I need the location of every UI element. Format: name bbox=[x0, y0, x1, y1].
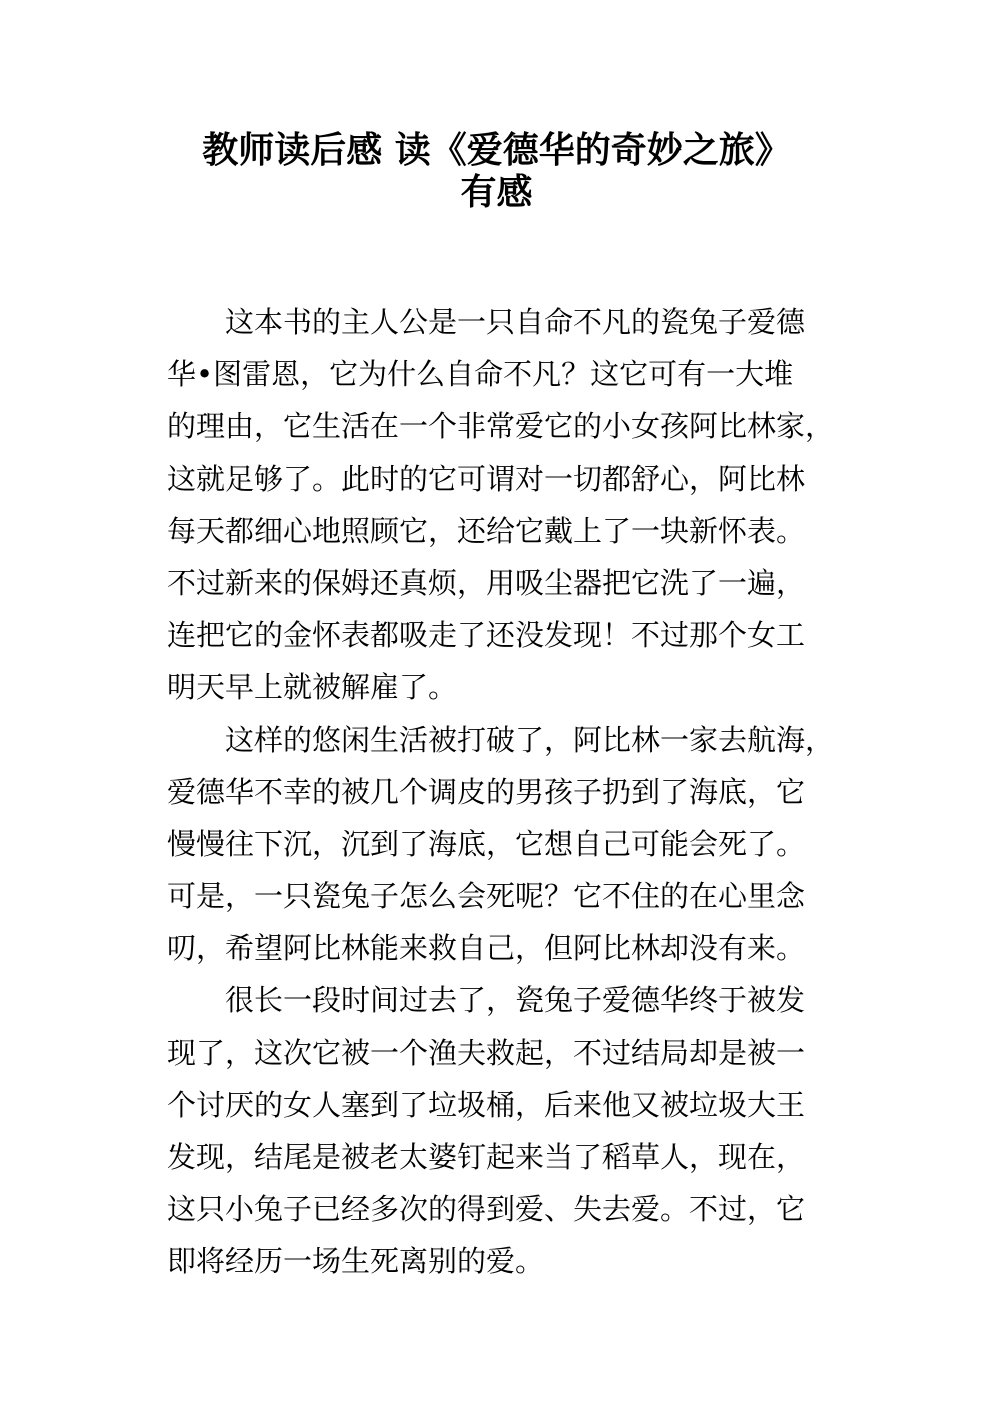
title-line: 有感 bbox=[460, 172, 533, 213]
text-line: 这本书的主人公是一只自命不凡的瓷兔子爱德 bbox=[225, 305, 806, 339]
title-line: 教师读后感 读《爱德华的奇妙之旅》 bbox=[202, 130, 791, 171]
text-line: 这就足够了。此时的它可谓对一切都舒心，阿比林 bbox=[167, 461, 806, 496]
document-body bbox=[167, 300, 847, 1292]
text-line: 即将经历一场生死离别的爱。 bbox=[167, 1244, 545, 1279]
document-title bbox=[0, 130, 993, 214]
text-line: 很长一段时间过去了，瓷兔子爱德华终于被发 bbox=[225, 983, 806, 1018]
text-line: 可是，一只瓷兔子怎么会死呢？它不住的在心里念 bbox=[167, 879, 806, 914]
text-line: 爱德华不幸的被几个调皮的男孩子扔到了海底，它 bbox=[167, 774, 806, 809]
text-line: 叨，希望阿比林能来救自己，但阿比林却没有来。 bbox=[167, 931, 806, 966]
text-line: 这只小兔子已经多次的得到爱、失去爱。不过，它 bbox=[167, 1192, 806, 1227]
text-line: 连把它的金怀表都吸走了还没发现！不过那个女工 bbox=[167, 618, 806, 653]
text-line: 的理由，它生活在一个非常爱它的小女孩阿比林家， bbox=[167, 409, 835, 444]
text-line: 不过新来的保姆还真烦，用吸尘器把它洗了一遍， bbox=[167, 565, 806, 600]
paragraph bbox=[167, 718, 847, 979]
text-line: 每天都细心地照顾它，还给它戴上了一块新怀表。 bbox=[167, 513, 806, 548]
text-line: 明天早上就被解雇了。 bbox=[167, 670, 458, 705]
text-line: 现了，这次它被一个渔夫救起，不过结局却是被一 bbox=[167, 1035, 806, 1070]
text-line: 个讨厌的女人塞到了垃圾桶，后来他又被垃圾大王 bbox=[167, 1087, 806, 1122]
text-line: 慢慢往下沉，沉到了海底，它想自己可能会死了。 bbox=[167, 826, 806, 861]
paragraph bbox=[167, 300, 847, 718]
paragraph bbox=[167, 978, 847, 1291]
text-line: 华•图雷恩，它为什么自命不凡？这它可有一大堆 bbox=[167, 357, 794, 392]
text-line: 这样的悠闲生活被打破了，阿比林一家去航海， bbox=[225, 722, 835, 757]
text-line: 发现，结尾是被老太婆钉起来当了稻草人，现在， bbox=[167, 1140, 806, 1174]
